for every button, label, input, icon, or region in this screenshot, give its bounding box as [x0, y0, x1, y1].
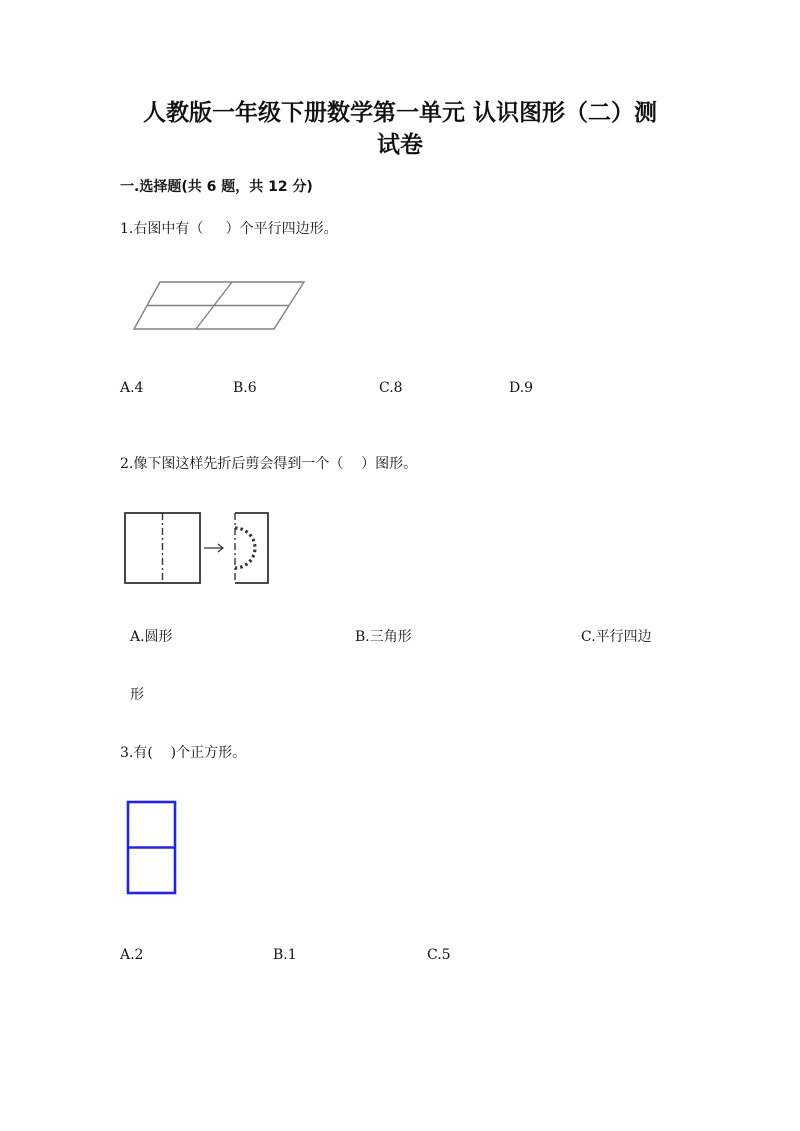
question-2-text: 2.像下图这样先折后剪会得到一个（ ）图形。 — [120, 456, 418, 472]
question-3-text: 3.有( )个正方形。 — [120, 745, 247, 761]
question-2-option-a[interactable]: A.圆形 — [130, 629, 173, 645]
question-2-option-c[interactable]: C.平行四边 — [581, 629, 652, 645]
question-2-option-c-wrap: 形 — [130, 687, 144, 703]
question-2-option-b[interactable]: B.三角形 — [355, 629, 412, 645]
question-2-fold-cut-figure — [122, 510, 274, 586]
page-title-line-1: 人教版一年级下册数学第一单元 认识图形（二）测 — [142, 100, 657, 126]
section-heading: 一.选择题(共 6 题，共 12 分) — [120, 179, 313, 195]
question-3-option-b[interactable]: B.1 — [273, 947, 297, 963]
question-1-option-a[interactable]: A.4 — [120, 380, 144, 396]
question-1-option-c[interactable]: C.8 — [379, 380, 403, 396]
question-3-squares-figure — [126, 800, 178, 896]
question-1-option-d[interactable]: D.9 — [509, 380, 534, 396]
question-1-text: 1.右图中有（ ）个平行四边形。 — [120, 221, 338, 237]
question-1-option-b[interactable]: B.6 — [233, 380, 257, 396]
question-3-option-c[interactable]: C.5 — [427, 947, 451, 963]
question-1-parallelogram-figure — [130, 280, 310, 332]
page-title-line-2: 试卷 — [377, 132, 423, 158]
question-3-option-a[interactable]: A.2 — [120, 947, 144, 963]
